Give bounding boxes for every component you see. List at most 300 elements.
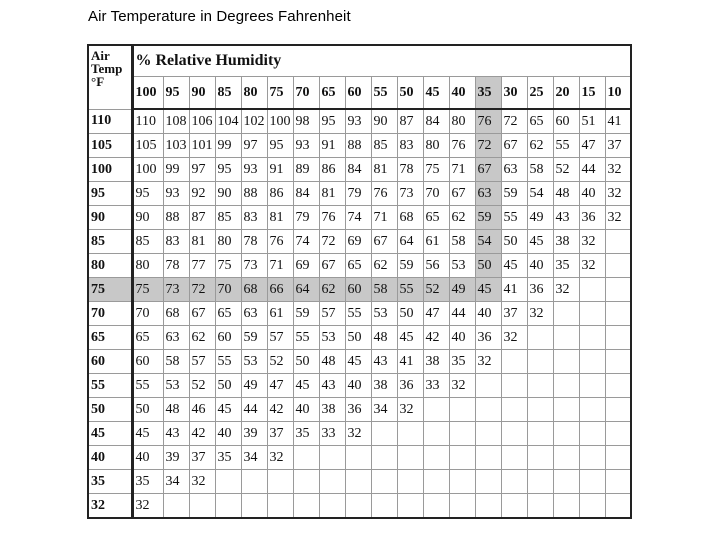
table-cell bbox=[449, 494, 475, 519]
table-cell: 86 bbox=[319, 158, 345, 182]
humidity-column-header: 10 bbox=[605, 77, 631, 110]
table-cell: 76 bbox=[371, 182, 397, 206]
table-cell: 40 bbox=[527, 254, 553, 278]
air-temp-row-header: 105 bbox=[88, 134, 132, 158]
table-cell bbox=[501, 398, 527, 422]
table-cell bbox=[579, 398, 605, 422]
table-cell: 43 bbox=[163, 422, 189, 446]
air-temp-row-header: 95 bbox=[88, 182, 132, 206]
humidity-column-header: 15 bbox=[579, 77, 605, 110]
table-cell: 35 bbox=[215, 446, 241, 470]
table-cell bbox=[397, 470, 423, 494]
table-cell: 55 bbox=[553, 134, 579, 158]
table-cell: 41 bbox=[501, 278, 527, 302]
table-cell: 72 bbox=[189, 278, 215, 302]
table-cell bbox=[449, 446, 475, 470]
table-cell bbox=[605, 254, 631, 278]
table-cell: 32 bbox=[527, 302, 553, 326]
table-cell: 42 bbox=[423, 326, 449, 350]
table-row bbox=[88, 158, 631, 182]
table-cell bbox=[501, 470, 527, 494]
table-cell: 79 bbox=[293, 206, 319, 230]
corner-label-line-1: Air bbox=[91, 48, 110, 63]
table-cell: 35 bbox=[553, 254, 579, 278]
table-cell bbox=[501, 350, 527, 374]
humidity-column-header: 65 bbox=[319, 77, 345, 110]
table-cell: 53 bbox=[163, 374, 189, 398]
table-cell: 60 bbox=[132, 350, 163, 374]
humidity-column-header: 90 bbox=[189, 77, 215, 110]
table-cell: 95 bbox=[215, 158, 241, 182]
table-cell: 46 bbox=[189, 398, 215, 422]
table-cell bbox=[579, 494, 605, 519]
table-cell: 38 bbox=[423, 350, 449, 374]
table-cell bbox=[579, 302, 605, 326]
table-cell: 47 bbox=[267, 374, 293, 398]
table-cell: 68 bbox=[397, 206, 423, 230]
table-cell bbox=[293, 494, 319, 519]
table-cell bbox=[423, 422, 449, 446]
table-cell: 48 bbox=[371, 326, 397, 350]
table-cell: 63 bbox=[241, 302, 267, 326]
table-cell: 77 bbox=[189, 254, 215, 278]
table-cell: 50 bbox=[293, 350, 319, 374]
table-cell bbox=[449, 470, 475, 494]
table-row bbox=[88, 494, 631, 519]
table-cell: 42 bbox=[267, 398, 293, 422]
table-cell: 32 bbox=[397, 398, 423, 422]
table-cell: 45 bbox=[345, 350, 371, 374]
table-cell bbox=[553, 374, 579, 398]
table-cell: 58 bbox=[449, 230, 475, 254]
air-temp-row-header: 70 bbox=[88, 302, 132, 326]
table-cell: 68 bbox=[241, 278, 267, 302]
table-cell: 67 bbox=[189, 302, 215, 326]
table-cell: 40 bbox=[579, 182, 605, 206]
table-cell: 71 bbox=[267, 254, 293, 278]
table-cell: 80 bbox=[215, 230, 241, 254]
table-cell bbox=[423, 494, 449, 519]
table-cell bbox=[579, 374, 605, 398]
table-cell: 45 bbox=[293, 374, 319, 398]
table-cell: 67 bbox=[319, 254, 345, 278]
table-cell bbox=[267, 470, 293, 494]
humidity-column-header: 95 bbox=[163, 77, 189, 110]
table-cell: 74 bbox=[345, 206, 371, 230]
table-cell bbox=[371, 494, 397, 519]
table-cell bbox=[579, 422, 605, 446]
table-cell: 41 bbox=[397, 350, 423, 374]
table-cell: 90 bbox=[132, 206, 163, 230]
table-cell: 58 bbox=[163, 350, 189, 374]
table-cell bbox=[475, 374, 501, 398]
table-cell: 48 bbox=[163, 398, 189, 422]
table-cell: 73 bbox=[397, 182, 423, 206]
table-cell bbox=[605, 422, 631, 446]
table-cell: 99 bbox=[215, 134, 241, 158]
table-cell: 35 bbox=[132, 470, 163, 494]
table-cell bbox=[241, 470, 267, 494]
table-cell: 69 bbox=[345, 230, 371, 254]
table-cell bbox=[189, 494, 215, 519]
table-cell bbox=[553, 494, 579, 519]
table-cell bbox=[605, 278, 631, 302]
table-cell: 84 bbox=[345, 158, 371, 182]
table-cell: 50 bbox=[132, 398, 163, 422]
page-title: Air Temperature in Degrees Fahrenheit bbox=[88, 8, 351, 25]
table-cell: 32 bbox=[345, 422, 371, 446]
humidity-column-header: 60 bbox=[345, 77, 371, 110]
table-cell: 81 bbox=[371, 158, 397, 182]
table-cell: 39 bbox=[163, 446, 189, 470]
air-temp-row-header: 40 bbox=[88, 446, 132, 470]
table-cell bbox=[579, 470, 605, 494]
table-cell: 72 bbox=[501, 109, 527, 134]
table-cell: 37 bbox=[189, 446, 215, 470]
table-cell: 45 bbox=[475, 278, 501, 302]
table-cell: 53 bbox=[241, 350, 267, 374]
table-cell bbox=[475, 398, 501, 422]
table-row bbox=[88, 302, 631, 326]
table-cell: 45 bbox=[501, 254, 527, 278]
table-cell: 62 bbox=[319, 278, 345, 302]
table-cell: 85 bbox=[371, 134, 397, 158]
table-cell: 93 bbox=[293, 134, 319, 158]
table-cell: 50 bbox=[345, 326, 371, 350]
table-cell bbox=[371, 470, 397, 494]
humidity-column-header: 25 bbox=[527, 77, 553, 110]
table-cell bbox=[527, 494, 553, 519]
table-cell: 36 bbox=[527, 278, 553, 302]
table-cell bbox=[527, 326, 553, 350]
table-cell bbox=[475, 446, 501, 470]
table-cell bbox=[345, 470, 371, 494]
table-cell: 78 bbox=[241, 230, 267, 254]
table-cell: 40 bbox=[475, 302, 501, 326]
table-cell: 44 bbox=[579, 158, 605, 182]
table-cell: 40 bbox=[345, 374, 371, 398]
table-cell bbox=[527, 422, 553, 446]
table-cell: 44 bbox=[241, 398, 267, 422]
table-cell: 78 bbox=[397, 158, 423, 182]
table-cell bbox=[579, 350, 605, 374]
table-cell: 64 bbox=[397, 230, 423, 254]
table-cell: 33 bbox=[319, 422, 345, 446]
table-cell bbox=[605, 230, 631, 254]
table-cell: 98 bbox=[293, 109, 319, 134]
table-cell: 45 bbox=[527, 230, 553, 254]
table-cell: 97 bbox=[189, 158, 215, 182]
table-cell: 65 bbox=[215, 302, 241, 326]
table-cell bbox=[423, 446, 449, 470]
table-cell bbox=[293, 470, 319, 494]
table-cell bbox=[579, 278, 605, 302]
table-cell bbox=[605, 494, 631, 519]
table-cell: 88 bbox=[163, 206, 189, 230]
table-cell: 63 bbox=[501, 158, 527, 182]
table-cell: 52 bbox=[553, 158, 579, 182]
table-cell: 47 bbox=[579, 134, 605, 158]
table-cell bbox=[553, 350, 579, 374]
table-cell bbox=[605, 374, 631, 398]
table-cell: 38 bbox=[553, 230, 579, 254]
humidity-column-header: 55 bbox=[371, 77, 397, 110]
table-cell: 68 bbox=[163, 302, 189, 326]
table-cell: 67 bbox=[475, 158, 501, 182]
table-cell: 72 bbox=[319, 230, 345, 254]
table-cell: 83 bbox=[163, 230, 189, 254]
air-temp-row-header: 75 bbox=[88, 278, 132, 302]
table-cell: 110 bbox=[132, 109, 163, 134]
table-cell: 92 bbox=[189, 182, 215, 206]
table-cell: 45 bbox=[215, 398, 241, 422]
corner-label-line-3: °F bbox=[91, 74, 105, 89]
table-cell bbox=[553, 398, 579, 422]
table-cell: 95 bbox=[267, 134, 293, 158]
table-cell: 50 bbox=[215, 374, 241, 398]
table-cell bbox=[527, 398, 553, 422]
table-cell bbox=[397, 422, 423, 446]
table-cell: 58 bbox=[527, 158, 553, 182]
table-cell: 32 bbox=[267, 446, 293, 470]
table-cell: 76 bbox=[319, 206, 345, 230]
table-cell: 45 bbox=[132, 422, 163, 446]
table-cell bbox=[163, 494, 189, 519]
air-temp-row-header: 110 bbox=[88, 109, 132, 134]
table-cell: 62 bbox=[449, 206, 475, 230]
humidity-column-header: 70 bbox=[293, 77, 319, 110]
table-row bbox=[88, 206, 631, 230]
table-cell: 32 bbox=[579, 254, 605, 278]
table-cell: 73 bbox=[163, 278, 189, 302]
table-cell: 84 bbox=[423, 109, 449, 134]
table-cell: 32 bbox=[605, 182, 631, 206]
table-cell: 37 bbox=[267, 422, 293, 446]
table-cell: 89 bbox=[293, 158, 319, 182]
table-cell: 60 bbox=[215, 326, 241, 350]
table-cell: 76 bbox=[267, 230, 293, 254]
air-temp-row-header: 100 bbox=[88, 158, 132, 182]
table-cell: 83 bbox=[397, 134, 423, 158]
table-row bbox=[88, 350, 631, 374]
table-cell: 34 bbox=[163, 470, 189, 494]
table-row bbox=[88, 182, 631, 206]
table-cell: 67 bbox=[501, 134, 527, 158]
table-cell: 59 bbox=[241, 326, 267, 350]
table-cell bbox=[527, 446, 553, 470]
table-cell bbox=[605, 302, 631, 326]
table-cell: 32 bbox=[579, 230, 605, 254]
table-cell: 48 bbox=[319, 350, 345, 374]
table-cell: 76 bbox=[449, 134, 475, 158]
table-cell: 43 bbox=[553, 206, 579, 230]
table-cell bbox=[605, 350, 631, 374]
table-cell bbox=[319, 470, 345, 494]
table-cell: 54 bbox=[527, 182, 553, 206]
table-cell bbox=[371, 422, 397, 446]
table-row bbox=[88, 326, 631, 350]
table-row bbox=[88, 422, 631, 446]
table-cell: 52 bbox=[267, 350, 293, 374]
table-cell: 53 bbox=[319, 326, 345, 350]
air-temp-row-header: 90 bbox=[88, 206, 132, 230]
table-cell: 87 bbox=[189, 206, 215, 230]
table-cell: 59 bbox=[501, 182, 527, 206]
table-cell bbox=[241, 494, 267, 519]
table-cell: 32 bbox=[189, 470, 215, 494]
table-cell: 93 bbox=[163, 182, 189, 206]
table-cell: 40 bbox=[449, 326, 475, 350]
table-cell: 90 bbox=[215, 182, 241, 206]
table-cell: 88 bbox=[241, 182, 267, 206]
table-cell: 91 bbox=[319, 134, 345, 158]
table-cell: 74 bbox=[293, 230, 319, 254]
table-cell: 45 bbox=[397, 326, 423, 350]
table-row bbox=[88, 109, 631, 134]
table-cell bbox=[527, 350, 553, 374]
table-cell: 43 bbox=[371, 350, 397, 374]
table-cell: 85 bbox=[215, 206, 241, 230]
table-cell bbox=[501, 494, 527, 519]
table-cell: 78 bbox=[163, 254, 189, 278]
table-cell: 36 bbox=[397, 374, 423, 398]
table-cell bbox=[475, 470, 501, 494]
table-cell: 102 bbox=[241, 109, 267, 134]
table-cell bbox=[527, 374, 553, 398]
table-cell: 67 bbox=[371, 230, 397, 254]
table-row bbox=[88, 278, 631, 302]
table-cell: 35 bbox=[293, 422, 319, 446]
table-header-row bbox=[88, 45, 631, 77]
air-temp-row-header: 85 bbox=[88, 230, 132, 254]
table-cell: 80 bbox=[449, 109, 475, 134]
table-cell: 32 bbox=[605, 206, 631, 230]
table-cell: 76 bbox=[475, 109, 501, 134]
table-cell: 33 bbox=[423, 374, 449, 398]
humidity-column-header: 100 bbox=[132, 77, 163, 110]
table-cell bbox=[449, 422, 475, 446]
table-cell bbox=[579, 446, 605, 470]
table-cell: 32 bbox=[553, 278, 579, 302]
table-cell: 59 bbox=[397, 254, 423, 278]
humidity-column-header: 75 bbox=[267, 77, 293, 110]
table-cell: 56 bbox=[423, 254, 449, 278]
table-cell: 50 bbox=[397, 302, 423, 326]
air-temp-row-header: 32 bbox=[88, 494, 132, 519]
table-cell: 62 bbox=[371, 254, 397, 278]
table-cell: 83 bbox=[241, 206, 267, 230]
table-cell: 65 bbox=[527, 109, 553, 134]
air-temp-row-header: 50 bbox=[88, 398, 132, 422]
table-cell: 61 bbox=[267, 302, 293, 326]
table-cell: 57 bbox=[189, 350, 215, 374]
table-cell: 71 bbox=[371, 206, 397, 230]
table-cell bbox=[397, 494, 423, 519]
table-cell: 44 bbox=[449, 302, 475, 326]
table-cell: 55 bbox=[215, 350, 241, 374]
table-row bbox=[88, 230, 631, 254]
air-temp-row-header: 60 bbox=[88, 350, 132, 374]
table-cell: 34 bbox=[241, 446, 267, 470]
table-cell: 95 bbox=[319, 109, 345, 134]
table-cell: 55 bbox=[397, 278, 423, 302]
table-cell: 105 bbox=[132, 134, 163, 158]
table-cell: 49 bbox=[527, 206, 553, 230]
table-cell: 50 bbox=[501, 230, 527, 254]
table-cell: 34 bbox=[371, 398, 397, 422]
table-cell bbox=[449, 398, 475, 422]
table-cell bbox=[553, 326, 579, 350]
table-cell bbox=[267, 494, 293, 519]
humidity-column-header: 35 bbox=[475, 77, 501, 110]
table-cell bbox=[501, 422, 527, 446]
humidity-column-header: 40 bbox=[449, 77, 475, 110]
table-cell: 62 bbox=[527, 134, 553, 158]
table-cell: 70 bbox=[423, 182, 449, 206]
table-row bbox=[88, 374, 631, 398]
humidity-column-header: 80 bbox=[241, 77, 267, 110]
table-cell bbox=[345, 446, 371, 470]
table-cell: 55 bbox=[293, 326, 319, 350]
table-cell: 63 bbox=[475, 182, 501, 206]
humidity-column-header: 20 bbox=[553, 77, 579, 110]
table-cell: 57 bbox=[267, 326, 293, 350]
table-cell: 47 bbox=[423, 302, 449, 326]
table-cell: 67 bbox=[449, 182, 475, 206]
table-cell: 103 bbox=[163, 134, 189, 158]
table-cell: 38 bbox=[319, 398, 345, 422]
table-cell: 36 bbox=[475, 326, 501, 350]
table-cell bbox=[605, 398, 631, 422]
table-cell bbox=[319, 494, 345, 519]
table-cell: 60 bbox=[553, 109, 579, 134]
table-cell: 97 bbox=[241, 134, 267, 158]
air-temp-row-header: 55 bbox=[88, 374, 132, 398]
air-temp-row-header: 35 bbox=[88, 470, 132, 494]
table-cell: 42 bbox=[189, 422, 215, 446]
table-cell: 79 bbox=[345, 182, 371, 206]
humidity-column-header: 30 bbox=[501, 77, 527, 110]
table-cell: 81 bbox=[267, 206, 293, 230]
table-cell bbox=[501, 374, 527, 398]
table-cell: 48 bbox=[553, 182, 579, 206]
table-cell: 49 bbox=[449, 278, 475, 302]
table-cell bbox=[293, 446, 319, 470]
table-cell: 65 bbox=[132, 326, 163, 350]
table-cell: 37 bbox=[605, 134, 631, 158]
table-cell bbox=[527, 470, 553, 494]
table-cell: 54 bbox=[475, 230, 501, 254]
table-cell: 58 bbox=[371, 278, 397, 302]
table-cell: 104 bbox=[215, 109, 241, 134]
table-cell: 32 bbox=[449, 374, 475, 398]
table-cell: 73 bbox=[241, 254, 267, 278]
table-cell: 93 bbox=[345, 109, 371, 134]
table-cell bbox=[423, 398, 449, 422]
table-cell: 90 bbox=[371, 109, 397, 134]
table-cell: 32 bbox=[132, 494, 163, 519]
table-cell bbox=[579, 326, 605, 350]
table-cell: 88 bbox=[345, 134, 371, 158]
table-row bbox=[88, 254, 631, 278]
air-temp-row-header: 80 bbox=[88, 254, 132, 278]
table-cell: 49 bbox=[241, 374, 267, 398]
table-cell: 40 bbox=[293, 398, 319, 422]
table-cell: 36 bbox=[345, 398, 371, 422]
table-cell: 91 bbox=[267, 158, 293, 182]
humidity-column-headers bbox=[88, 77, 631, 110]
table-cell: 84 bbox=[293, 182, 319, 206]
